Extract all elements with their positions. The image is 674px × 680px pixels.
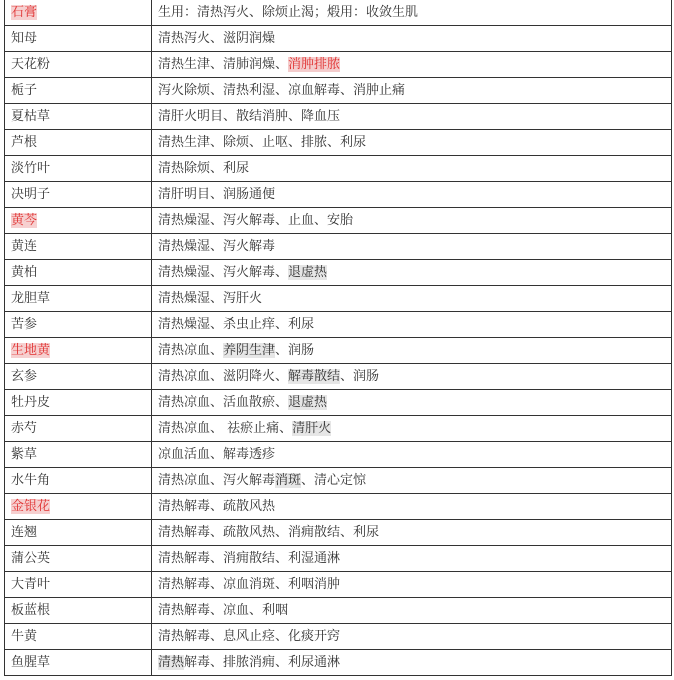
herb-effect-cell	[152, 416, 672, 442]
herb-effect-cell	[152, 520, 672, 546]
table-row	[5, 78, 672, 104]
herb-name: 鱼腥草	[11, 655, 51, 670]
highlighted-effect: 解毒散结	[288, 369, 341, 384]
herb-name: 龙胆草	[11, 291, 51, 306]
herb-name: 玄参	[11, 369, 38, 384]
highlighted-effect: 清肝火	[292, 421, 332, 436]
herb-name-cell	[5, 650, 152, 676]
table-row	[5, 598, 672, 624]
herb-name: 生地黄	[11, 343, 51, 358]
herb-name-cell	[5, 624, 152, 650]
table-row	[5, 26, 672, 52]
herb-name-cell	[5, 338, 152, 364]
effect-text: 清热解毒、凉血消斑、利咽消肿	[158, 577, 341, 592]
herb-effect-cell	[152, 182, 672, 208]
highlighted-effect: 退虚热	[288, 265, 328, 280]
table-row	[5, 52, 672, 78]
herb-effect-cell	[152, 130, 672, 156]
herb-effect-cell	[152, 234, 672, 260]
effect-text: 、清心定惊	[301, 473, 367, 488]
herb-name: 蒲公英	[11, 551, 51, 566]
herb-name: 赤芍	[11, 421, 38, 436]
effect-text: 清热燥湿、杀虫止痒、利尿	[158, 317, 315, 332]
table-row	[5, 338, 672, 364]
herb-effect-cell	[152, 338, 672, 364]
herb-name-cell	[5, 104, 152, 130]
herb-name: 连翘	[11, 525, 38, 540]
highlighted-effect: 消肿排脓	[288, 57, 341, 72]
herb-name-cell	[5, 598, 152, 624]
herb-name: 天花粉	[11, 57, 51, 72]
herb-name: 知母	[11, 31, 38, 46]
table-row	[5, 312, 672, 338]
herb-table	[4, 0, 672, 676]
table-row	[5, 442, 672, 468]
table-row	[5, 650, 672, 676]
herb-effect-cell	[152, 104, 672, 130]
herb-name-cell	[5, 468, 152, 494]
herb-effect-cell	[152, 572, 672, 598]
herb-name: 黄芩	[11, 213, 38, 228]
herb-name-cell	[5, 442, 152, 468]
highlighted-effect: 养阴生津	[223, 343, 276, 358]
highlighted-effect: 消斑	[275, 473, 302, 488]
table-row	[5, 208, 672, 234]
herb-name-cell	[5, 130, 152, 156]
herb-name-cell	[5, 546, 152, 572]
herb-effect-cell	[152, 52, 672, 78]
table-row	[5, 156, 672, 182]
herb-name: 淡竹叶	[11, 161, 51, 176]
herb-effect-cell	[152, 0, 672, 26]
effect-text: 解毒、排脓消痈、利尿通淋	[184, 655, 341, 670]
effect-text: 清热解毒、息风止痉、化痰开窍	[158, 629, 341, 644]
table-row	[5, 286, 672, 312]
herb-name: 黄连	[11, 239, 38, 254]
effect-text: 清热解毒、凉血、利咽	[158, 603, 289, 618]
highlighted-effect: 退虚热	[288, 395, 328, 410]
effect-text: 清肝明目、润肠通便	[158, 187, 276, 202]
herb-effect-cell	[152, 494, 672, 520]
herb-name-cell	[5, 494, 152, 520]
herb-effect-cell	[152, 260, 672, 286]
effect-text: 清热除烦、利尿	[158, 161, 250, 176]
effect-text: 清热解毒、疏散风热	[158, 499, 276, 514]
herb-name: 黄柏	[11, 265, 38, 280]
effect-text: 清热生津、清肺润燥、	[158, 57, 289, 72]
herb-effect-cell	[152, 624, 672, 650]
herb-name: 板蓝根	[11, 603, 51, 618]
table-row	[5, 104, 672, 130]
table-row	[5, 416, 672, 442]
herb-name-cell	[5, 390, 152, 416]
effect-text: 清肝火明目、散结消肿、降血压	[158, 109, 341, 124]
effect-text: 清热凉血、滋阴降火、	[158, 369, 289, 384]
herb-name: 夏枯草	[11, 109, 51, 124]
herb-effect-cell	[152, 546, 672, 572]
effect-text: 生用：清热泻火、除烦止渴；煅用：收敛生肌	[158, 5, 419, 20]
table-row	[5, 572, 672, 598]
effect-text: 凉血活血、解毒透疹	[158, 447, 276, 462]
effect-text: 泻火除烦、清热利湿、凉血解毒、消肿止痛	[158, 83, 406, 98]
effect-text: 清热解毒、疏散风热、消痈散结、利尿	[158, 525, 380, 540]
table-row	[5, 624, 672, 650]
herb-effect-cell	[152, 442, 672, 468]
herb-name: 栀子	[11, 83, 38, 98]
effect-text: 清热凉血、活血散瘀、	[158, 395, 289, 410]
herb-name-cell	[5, 78, 152, 104]
effect-text: 清热燥湿、泻火解毒、	[158, 265, 289, 280]
table-row	[5, 468, 672, 494]
herb-name-cell	[5, 52, 152, 78]
herb-name: 紫草	[11, 447, 38, 462]
effect-text: 、润肠	[275, 343, 315, 358]
table-row	[5, 494, 672, 520]
herb-name: 金银花	[11, 499, 51, 514]
effect-text: 清热燥湿、泻肝火	[158, 291, 263, 306]
herb-name-cell	[5, 234, 152, 260]
herb-name: 石膏	[11, 5, 38, 20]
herb-name: 苦参	[11, 317, 38, 332]
table-row	[5, 546, 672, 572]
herb-name-cell	[5, 312, 152, 338]
herb-name-cell	[5, 156, 152, 182]
herb-effect-cell	[152, 156, 672, 182]
herb-effect-cell	[152, 650, 672, 676]
herb-effect-cell	[152, 312, 672, 338]
highlighted-effect: 清热	[158, 655, 185, 670]
table-row	[5, 390, 672, 416]
herb-name: 水牛角	[11, 473, 51, 488]
herb-effect-cell	[152, 78, 672, 104]
table-row	[5, 520, 672, 546]
herb-effect-cell	[152, 26, 672, 52]
effect-text: 清热凉血、 祛瘀止痛、	[158, 421, 293, 436]
effect-text: 清热凉血、泻火解毒	[158, 473, 276, 488]
effect-text: 清热燥湿、泻火解毒	[158, 239, 276, 254]
effect-text: 清热燥湿、泻火解毒、止血、安胎	[158, 213, 354, 228]
table-row	[5, 182, 672, 208]
effect-text: 清热解毒、消痈散结、利湿通淋	[158, 551, 341, 566]
herb-name-cell	[5, 520, 152, 546]
herb-name-cell	[5, 364, 152, 390]
herb-name-cell	[5, 208, 152, 234]
herb-name: 牛黄	[11, 629, 38, 644]
table-row	[5, 130, 672, 156]
effect-text: 清热凉血、	[158, 343, 224, 358]
herb-name-cell	[5, 572, 152, 598]
herb-name-cell	[5, 26, 152, 52]
herb-effect-cell	[152, 468, 672, 494]
effect-text: 清热生津、除烦、止呕、排脓、利尿	[158, 135, 367, 150]
herb-name: 决明子	[11, 187, 51, 202]
table-row	[5, 364, 672, 390]
herb-name: 牡丹皮	[11, 395, 51, 410]
herb-table-body	[5, 0, 672, 676]
herb-name-cell	[5, 260, 152, 286]
herb-name-cell	[5, 286, 152, 312]
herb-name-cell	[5, 416, 152, 442]
herb-effect-cell	[152, 598, 672, 624]
table-row	[5, 234, 672, 260]
herb-effect-cell	[152, 208, 672, 234]
table-row	[5, 260, 672, 286]
herb-name-cell	[5, 182, 152, 208]
herb-effect-cell	[152, 286, 672, 312]
effect-text: 清热泻火、滋阴润燥	[158, 31, 276, 46]
effect-text: 、润肠	[340, 369, 380, 384]
herb-effect-cell	[152, 364, 672, 390]
herb-name: 大青叶	[11, 577, 51, 592]
herb-name-cell	[5, 0, 152, 26]
herb-effect-cell	[152, 390, 672, 416]
table-row	[5, 0, 672, 26]
herb-name: 芦根	[11, 135, 38, 150]
